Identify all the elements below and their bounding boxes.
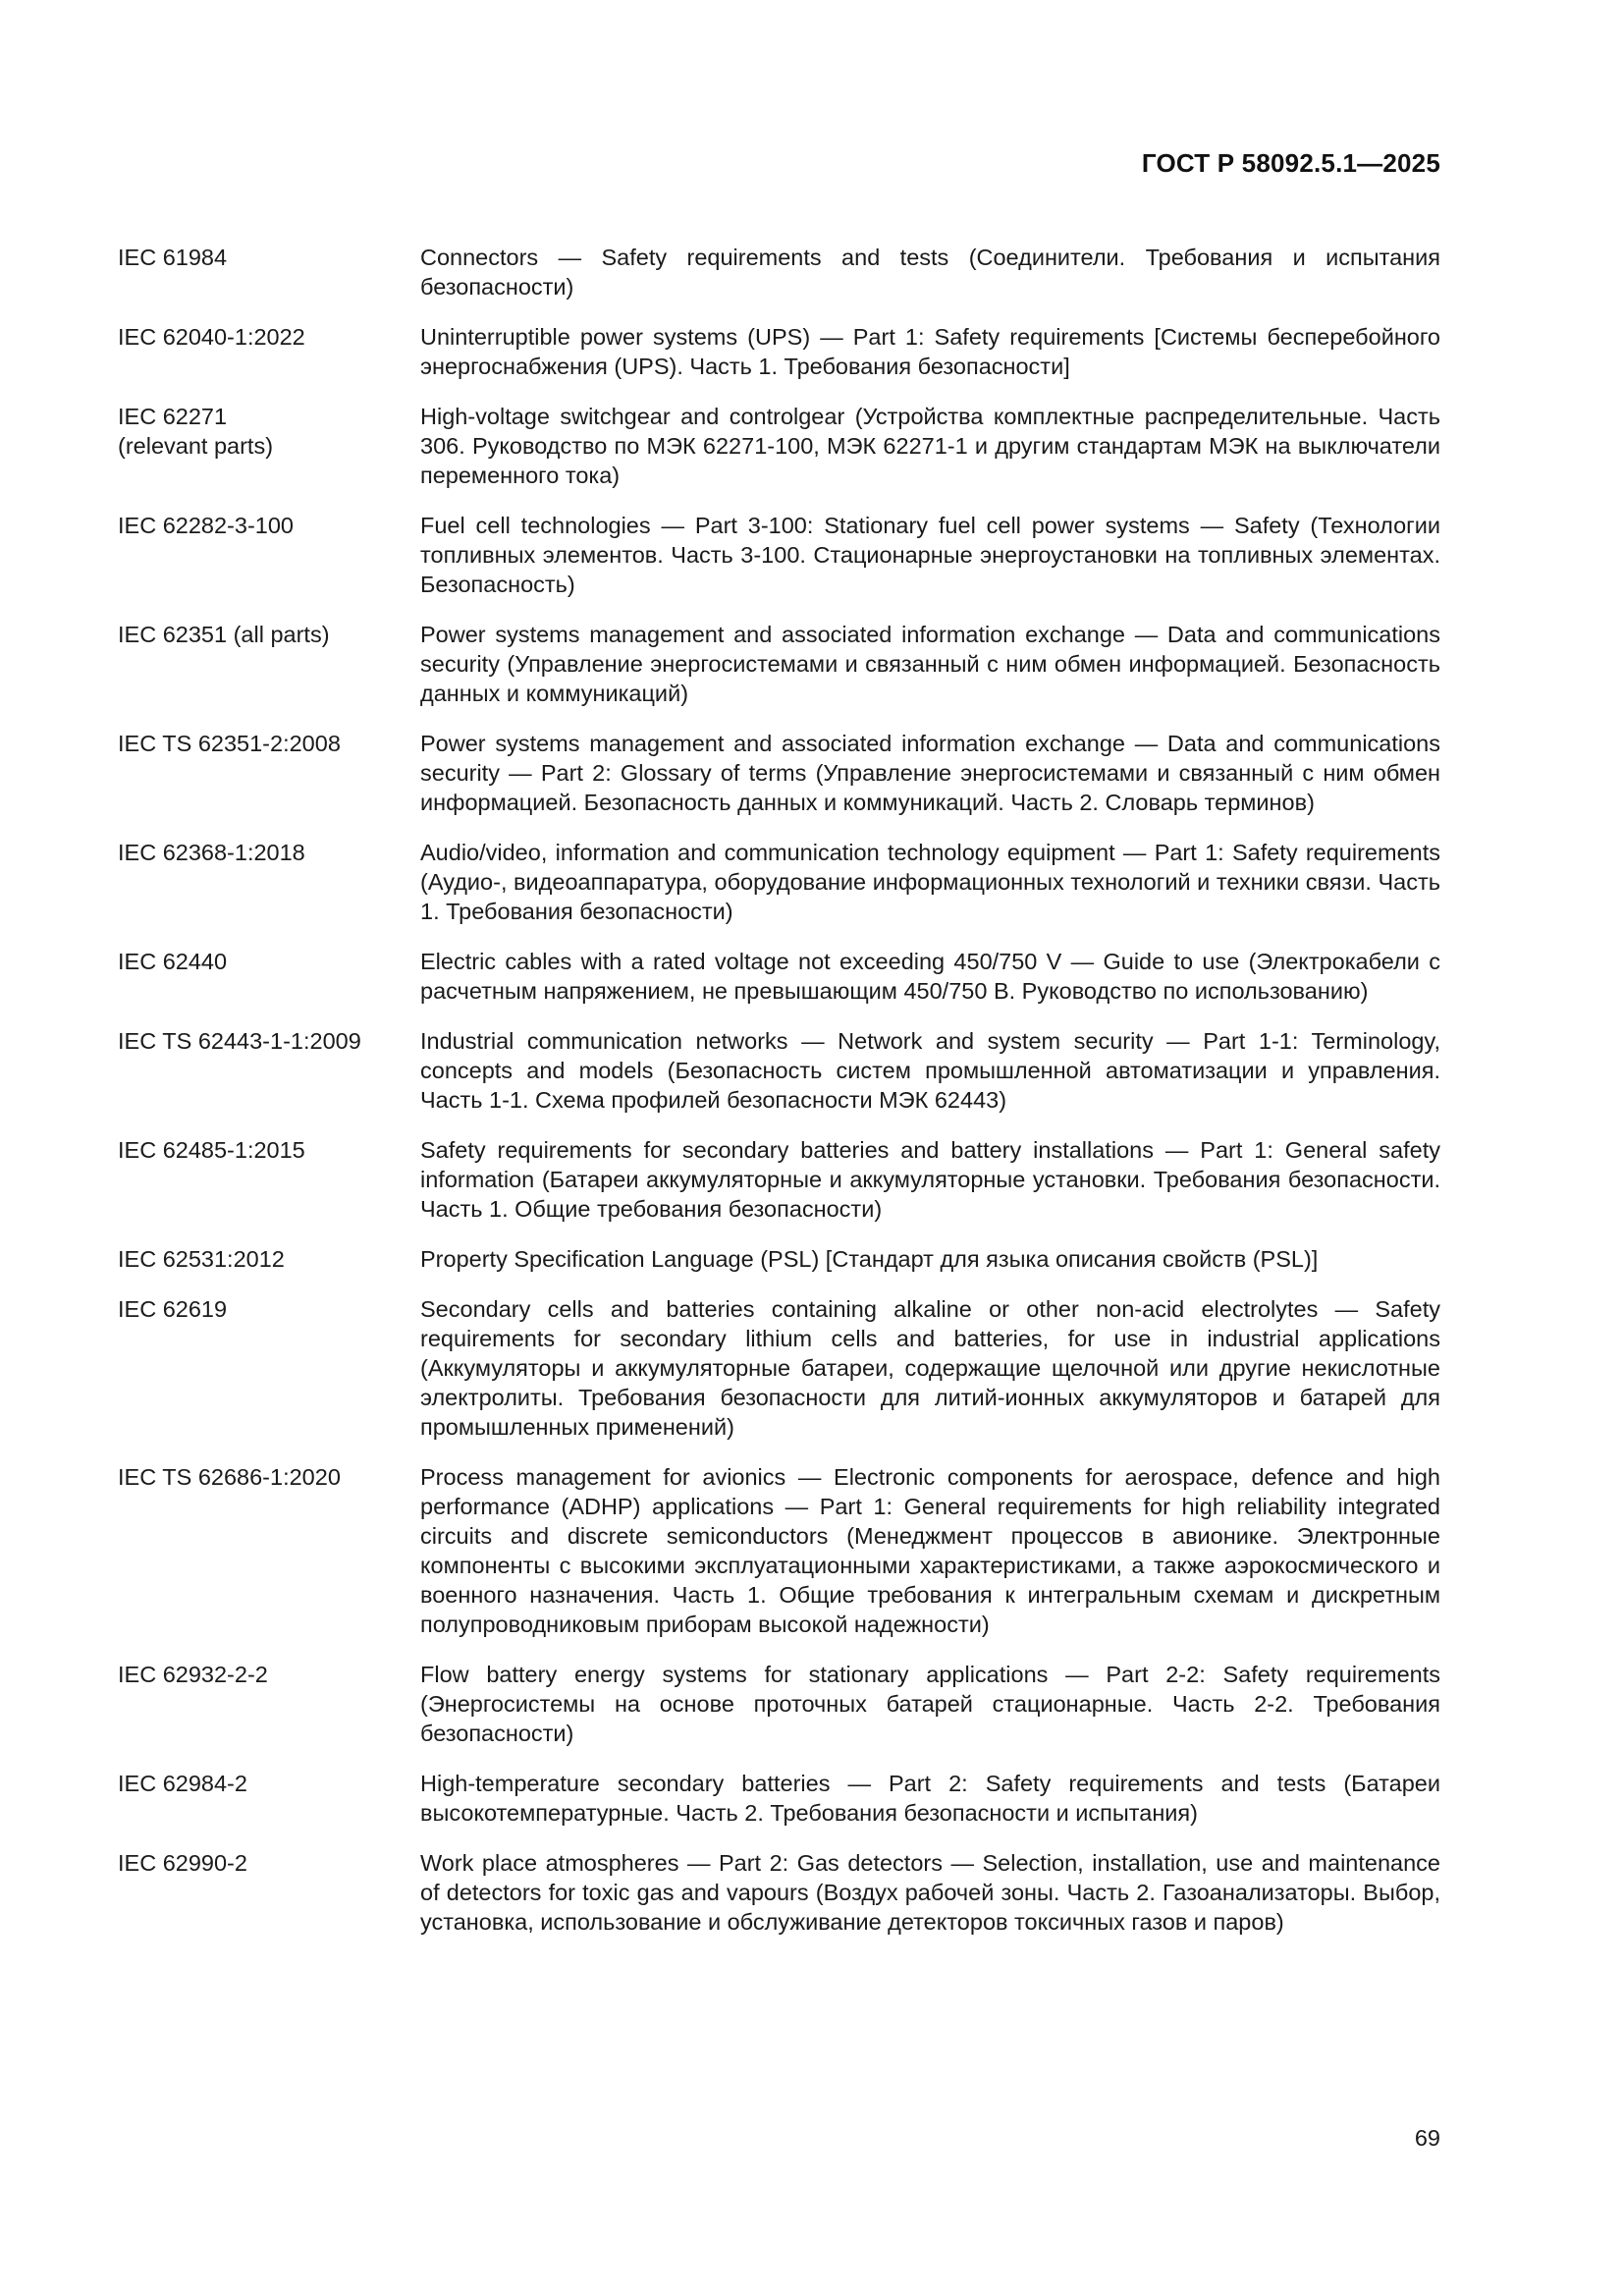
reference-description: Property Specification Language (PSL) [Стандарт для языка описания свойств (PSL)] (420, 1246, 1319, 1272)
reference-code: IEC TS 62443-1-1:2009 (118, 1028, 361, 1054)
reference-description: Industrial communication networks — Network and system security — Part 1-1: Terminology, concepts and models (Безопасность систем промышленной автоматизации и управления. Часть 1-1. Схема профилей безопасности МЭК 62443) (420, 1028, 1440, 1113)
reference-code: IEC 62351 (all parts) (118, 622, 330, 647)
reference-description: High-voltage switchgear and controlgear (Устройства комплектные распределительные. Часть 306. Руководство по МЭК 62271-100, МЭК 62271-1 и другим стандартам МЭК на выключатели переменного тока) (420, 404, 1440, 488)
document-header: ГОСТ Р 58092.5.1—2025 (1141, 148, 1440, 178)
reference-description: Power systems management and associated information exchange — Data and communications security — Part 2: Glossary of terms (Управление энергосистемами и связанный с ним обмен информацией. Безопасность данных и коммуникаций. Часть 2. Словарь терминов) (420, 731, 1440, 815)
reference-row (118, 1462, 1440, 1639)
reference-row (118, 1026, 1440, 1115)
reference-code: IEC 62282-3-100 (118, 513, 294, 538)
reference-row (118, 511, 1440, 599)
reference-row (118, 1294, 1440, 1442)
reference-description: Fuel cell technologies — Part 3-100: Stationary fuel cell power systems — Safety (Технологии топливных элементов. Часть 3-100. Стационарные энергоустановки на топливных элементах. Безопасность) (420, 513, 1440, 597)
reference-code: IEC 62040-1:2022 (118, 324, 305, 350)
reference-description: Connectors — Safety requirements and tests (Соединители. Требования и испытания безопасности) (420, 245, 1440, 300)
reference-description: Audio/video, information and communication technology equipment — Part 1: Safety requirements (Аудио-, видеоаппаратура, оборудование информационных технологий и техники связи. Часть 1. Требования безопасности) (420, 840, 1440, 924)
reference-row (118, 1848, 1440, 1937)
reference-row (118, 1769, 1440, 1828)
reference-row (118, 322, 1440, 381)
reference-row (118, 620, 1440, 708)
reference-row (118, 1135, 1440, 1224)
reference-code: IEC 62440 (118, 949, 228, 974)
reference-code: IEC 62990-2 (118, 1850, 247, 1876)
reference-code: IEC 62984-2 (118, 1771, 247, 1796)
reference-code: IEC 61984 (118, 245, 228, 270)
reference-description: Uninterruptible power systems (UPS) — Part 1: Safety requirements [Системы бесперебойного энергоснабжения (UPS). Часть 1. Требования безопасности] (420, 324, 1440, 379)
reference-description: Electric cables with a rated voltage not exceeding 450/750 V — Guide to use (Электрокабели с расчетным напряжением, не превышающим 450/750 В. Руководство по использованию) (420, 949, 1440, 1004)
reference-row (118, 947, 1440, 1006)
reference-row (118, 1660, 1440, 1748)
references-list (118, 243, 1440, 1957)
reference-row (118, 402, 1440, 490)
reference-description: Power systems management and associated information exchange — Data and communications security (Управление энергосистемами и связанный с ним обмен информацией. Безопасность данных и коммуникаций) (420, 622, 1440, 706)
reference-code: IEC 62368-1:2018 (118, 840, 305, 865)
reference-description: Work place atmospheres — Part 2: Gas detectors — Selection, installation, use and maintenance of detectors for toxic gas and vapours (Воздух рабочей зоны. Часть 2. Газоанализаторы. Выбор, установка, использование и обслуживание детекторов токсичных газов и паров) (420, 1850, 1440, 1935)
reference-code: IEC TS 62351-2:2008 (118, 731, 341, 756)
reference-description: Secondary cells and batteries containing alkaline or other non-acid electrolytes — Safety requirements for secondary lithium cells and batteries, for use in industrial applications (Аккумуляторы и аккумуляторные батареи, содержащие щелочной или другие некислотные электролиты. Требования безопасности для литий-ионных аккумуляторов и батарей для промышленных применений) (420, 1296, 1440, 1440)
reference-row (118, 838, 1440, 926)
reference-description: High-temperature secondary batteries — Part 2: Safety requirements and tests (Батареи высокотемпературные. Часть 2. Требования безопасности и испытания) (420, 1771, 1440, 1826)
reference-code: IEC 62485-1:2015 (118, 1137, 305, 1163)
reference-code: IEC TS 62686-1:2020 (118, 1464, 341, 1490)
reference-code: IEC 62619 (118, 1296, 228, 1322)
reference-description: Flow battery energy systems for stationary applications — Part 2-2: Safety requirements (Энергосистемы на основе проточных батарей стационарные. Часть 2-2. Требования безопасности) (420, 1662, 1440, 1746)
reference-code: IEC 62531:2012 (118, 1246, 285, 1272)
reference-row (118, 1244, 1440, 1274)
reference-row (118, 243, 1440, 301)
reference-code: IEC 62932-2-2 (118, 1662, 268, 1687)
page-number: 69 (1414, 2125, 1440, 2151)
reference-description: Safety requirements for secondary batteries and battery installations — Part 1: General safety information (Батареи аккумуляторные и аккумуляторные установки. Требования безопасности. Часть 1. Общие требования безопасности) (420, 1137, 1440, 1222)
reference-row (118, 729, 1440, 817)
reference-description: Process management for avionics — Electronic components for aerospace, defence and high performance (ADHP) applications — Part 1: General requirements for high reliability integrated circuits and discrete semiconductors (Менеджмент процессов в авионике. Электронные компоненты с высокими эксплуатационными характеристиками, а также аэрокосмического и военного назначения. Часть 1. Общие требования к интегральным схемам и дискретным полупроводниковым приборам высокой надежности) (420, 1464, 1440, 1637)
reference-code: IEC 62271 (relevant parts) (118, 404, 274, 459)
